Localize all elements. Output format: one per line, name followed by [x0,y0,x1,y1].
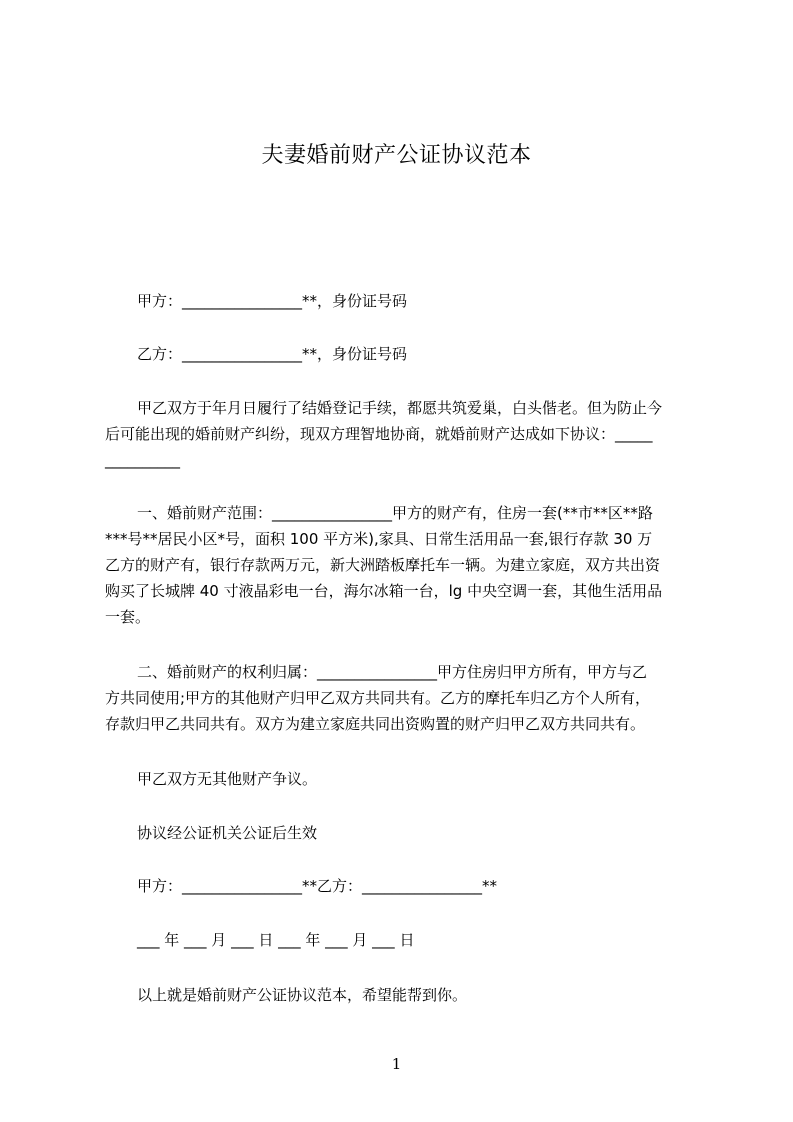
section-1-line: 购买了长城牌 40 寸液晶彩电一台，海尔冰箱一台，lg 中央空调一套，其他生活用品 [105,582,663,600]
section-1-line: 一、婚前财产范围：________________甲方的财产有，住房一套(**市**区**路 [137,504,653,522]
section-2-property-ownership [105,659,700,737]
section-1-property-scope [105,500,700,630]
intro-line: 甲乙双方于年月日履行了结婚登记手续，都愿共筑爱巢，白头偕老。但为防止今 [137,399,663,417]
date-line: ___ 年 ___ 月 ___ 日 ___ 年 ___ 月 ___ 日 [137,931,415,949]
party-a-line: 甲方：________________**，身份证号码 [137,292,408,310]
closing-statement: 以上就是婚前财产公证协议范本，希望能帮到你。 [137,986,468,1004]
intro-line: 后可能出现的婚前财产纠纷，现双方理智地协商，就婚前财产达成如下协议：_____ [105,425,653,443]
page-number: 1 [391,1055,402,1073]
section-2-line: 二、婚前财产的权利归属：________________甲方住房归甲方所有，甲方与乙 [137,663,648,681]
party-b-line: 乙方：________________**，身份证号码 [137,345,408,363]
signature-line: 甲方：________________**乙方：________________** [137,877,498,895]
section-1-line: 一套。 [105,608,151,626]
section-1-line: 乙方的财产有，银行存款两万元，新大洲踏板摩托车一辆。为建立家庭，双方共出资 [105,556,661,574]
document-title: 夫妻婚前财产公证协议范本 [261,143,532,168]
effective-statement: 协议经公证机关公证后生效 [137,824,318,842]
intro-paragraph [105,395,700,473]
no-dispute-statement: 甲乙双方无其他财产争议。 [137,770,318,788]
section-1-line: ***号**居民小区*号，面积 100 平方米),家具、日常生活用品一套,银行存款 30 万 [105,530,653,548]
section-2-line: 存款归甲乙共同共有。双方为建立家庭共同出资购置的财产归甲乙双方共同共有。 [105,715,646,733]
intro-line: __________ [105,451,180,469]
section-2-line: 方共同使用;甲方的其他财产归甲乙双方共同共有。乙方的摩托车归乙方个人所有， [105,689,651,707]
